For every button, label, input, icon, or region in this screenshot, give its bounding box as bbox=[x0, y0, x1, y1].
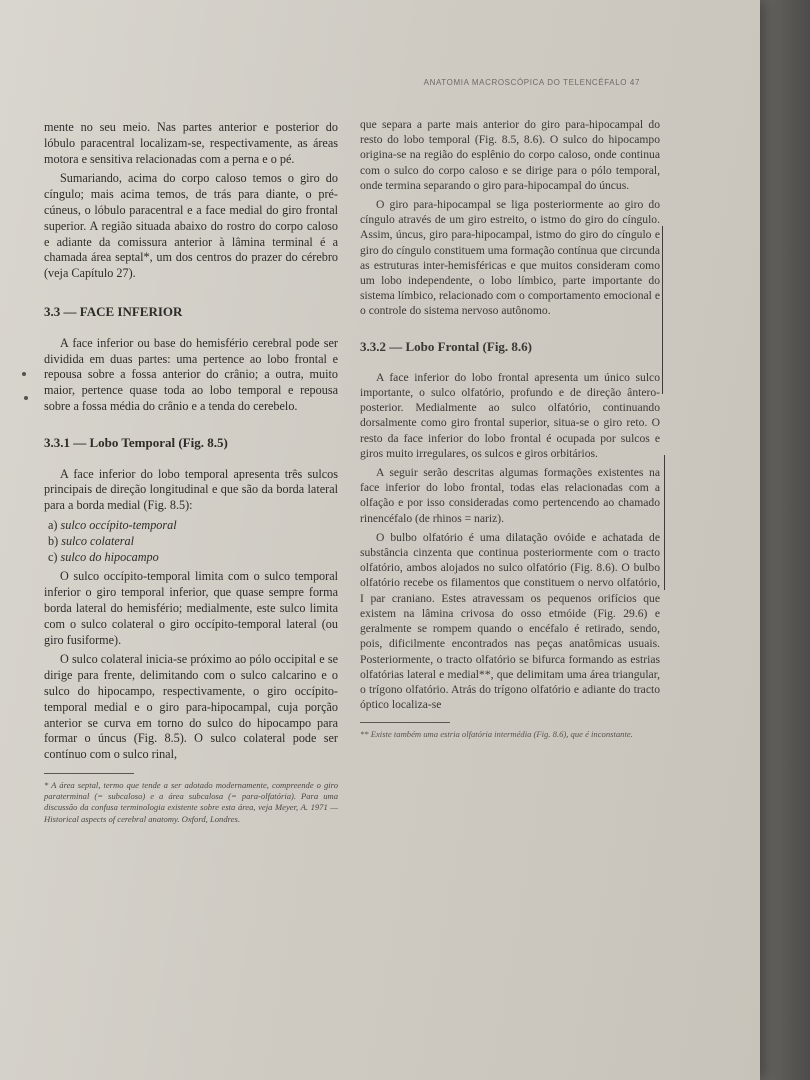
list-item: a) sulco occípito-temporal bbox=[48, 517, 177, 532]
right-paragraph-3: A face inferior do lobo frontal apresenta um único sulco importante, o sulco olfatório, profundo e de direção ântero-posterior. Medialmente ao sulco olfatório, continuando dorsalmente como giro frontal superior, situa-se o giro reto. O resto da face inferior do lobo frontal é ocupada por sulcos e giros muito irregulares, os sulcos e giros orbitários. bbox=[360, 370, 660, 460]
left-paragraph-3: A face inferior ou base do hemisfério cerebral pode ser dividida em duas partes: uma pertence ao lobo frontal e repousa sobre a fossa anterior do crânio; a outra, muito maior, pertence quase toda ao lobo temporal e repousa sobre a fossa média do crânio e a tenda do cerebelo. bbox=[44, 335, 338, 413]
left-column bbox=[44, 120, 338, 825]
running-head: ANATOMIA MACROSCÓPICA DO TELENCÉFALO 47 bbox=[423, 78, 640, 87]
sulci-list bbox=[44, 518, 338, 565]
margin-pen-mark bbox=[664, 455, 665, 590]
right-column bbox=[360, 117, 660, 741]
subsection-title-lobo-frontal: 3.3.2 — Lobo Frontal (Fig. 8.6) bbox=[360, 338, 533, 354]
margin-pen-mark bbox=[662, 226, 663, 394]
list-item: b) sulco colateral bbox=[48, 533, 134, 548]
margin-dot bbox=[24, 396, 28, 400]
right-footnote: ** Existe também uma estria olfatória intermédia (Fig. 8.6), que é inconstante. bbox=[360, 729, 633, 740]
left-paragraph-2: Sumariando, acima do corpo caloso temos o giro do cíngulo; mais acima temos, de trás para diante, o pré-cúneus, o lóbulo paracentral e a face medial do giro frontal superior. A região situada abaixo do rostro do corpo caloso e adiante da comissura anterior à lâmina terminal é a chamada área septal*, um dos centros do prazer do cérebro (veja Capítulo 27). bbox=[44, 171, 338, 281]
footnote-divider bbox=[44, 773, 134, 774]
subsection-title-lobo-temporal: 3.3.1 — Lobo Temporal (Fig. 8.5) bbox=[44, 434, 228, 450]
right-paragraph-4: A seguir serão descritas algumas formações existentes na face inferior do lobo frontal, todas elas relacionadas com a olfação e por isso consideradas como pertencendo ao chamado rinencéfalo (de rhinos = nariz). bbox=[360, 466, 660, 525]
right-paragraph-5: O bulbo olfatório é uma dilatação ovóide e achatada de substância cinzenta que continua posteriormente com o tracto olfatório, ambos alojados no sulco olfatório (Fig. 8.6). O bulbo olfatório recebe os filamentos que constituem o nervo olfatório, I par craniano. Estes atravessam os pequenos orifícios que existem na lâmina crivosa do osso etmóide (Fig. 29.6) e geralmente se rompem quando o encéfalo é retirado, sendo, pois, dificilmente encontrados nas peças anatômicas usuais. Posteriormente, o tracto olfatório se bifurca formando as estrias olfatórias lateral e medial**, que delimitam uma área triangular, o trígono olfatório. Atrás do trígono olfatório e adiante do tracto óptico localiza-se bbox=[360, 530, 660, 712]
list-item: c) sulco do hipocampo bbox=[48, 549, 159, 564]
margin-dot bbox=[22, 372, 26, 376]
section-title-face-inferior: 3.3 — FACE INFERIOR bbox=[44, 303, 183, 319]
right-paragraph-2: O giro para-hipocampal se liga posteriormente ao giro do cíngulo através de um giro estreito, o istmo do giro do cíngulo. Assim, úncus, giro para-hipocampal, istmo do giro do cíngulo e giro do cíngulo constituem uma formação contínua que circunda as estruturas inter-hemisféricas e que muitos consideram como um lobo independente, o lobo límbico, parte importante do sistema límbico, relacionado com o comportamento emocional e o controle do sistema nervoso autônomo. bbox=[360, 198, 660, 318]
left-paragraph-1: mente no seu meio. Nas partes anterior e posterior do lóbulo paracentral localizam-se, respectivamente, as áreas motora e sensitiva relacionadas com a perna e o pé. bbox=[44, 120, 338, 166]
left-paragraph-6: O sulco colateral inicia-se próximo ao pólo occipital e se dirige para frente, delimitando com o sulco calcarino e o sulco do hipocampo, respectivamente, o giro occípito-temporal medial e o giro para-hipocampal, cuja porção anterior se curva em torno do sulco do hipocampo para formar o úncus (Fig. 8.5). O sulco colateral pode ser contínuo com o sulco rinal, bbox=[44, 652, 338, 762]
left-paragraph-4: A face inferior do lobo temporal apresenta três sulcos principais de direção longitudinal e que são da borda lateral para a borda medial (Fig. 8.5): bbox=[44, 466, 338, 513]
left-paragraph-5: O sulco occípito-temporal limita com o sulco temporal inferior o giro temporal inferior, que quase sempre forma borda lateral do hemisfério; medialmente, este sulco limita com o sulco colateral o giro occípito-temporal lateral (ou giro fusiforme). bbox=[44, 569, 338, 647]
right-paragraph-1: que separa a parte mais anterior do giro para-hipocampal do resto do lobo temporal (Fig. 8.5, 8.6). O sulco do hipocampo origina-se na região do esplênio do corpo caloso, onde continua com o sulco do corpo caloso e se dirige para o pólo temporal, onde termina separando o giro para-hipocampal do úncus. bbox=[360, 118, 660, 192]
footnote-divider bbox=[360, 722, 450, 723]
left-footnote: * A área septal, termo que tende a ser adotado modernamente, compreende o giro paraterminal (= subcaloso) e a área subcalosa (= para-olfatória). Para uma discussão da confusa terminologia existente sobre esta área, veja Meyer, A. 1971 — Historical aspects of cerebral anatomy. Oxford, Londres. bbox=[44, 779, 338, 824]
